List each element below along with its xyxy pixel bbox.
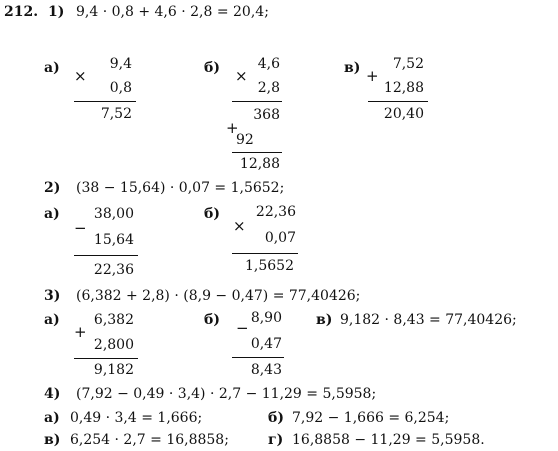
part1-equation: 9,4 · 0,8 + 4,6 · 2,8 = 20,4; [76,4,269,20]
part1-label: 1) [48,4,65,20]
part1a-label: а) [44,60,60,76]
part1c-rule [368,101,428,102]
part2a-top: 38,00 [93,206,134,222]
part1b-op: × [235,67,248,85]
part3a-op: + [74,323,87,341]
part1c-label: в) [344,60,361,76]
part1b-mid: 2,8 [257,80,280,96]
part1c-op: + [366,67,379,85]
part3b-result: 8,43 [250,362,282,378]
part2-equation: (38 − 15,64) · 0,07 = 1,5652; [76,180,285,196]
part1a-result: 7,52 [100,106,132,122]
part4d-text: 16,8858 − 11,29 = 5,5958. [292,432,485,448]
part2-label: 2) [44,180,61,196]
part2a-label: а) [44,206,60,222]
part3a-rule [74,358,138,359]
part1b-partial2: 92 [236,132,254,148]
part4c-text: 6,254 · 2,7 = 16,8858; [70,432,229,448]
part1b-rule2 [232,152,282,153]
part1c-result: 20,40 [383,106,424,122]
part2b-top: 22,36 [255,204,296,220]
part1b-partial1: 368 [253,107,280,123]
part3b-label: б) [204,312,220,328]
part3-equation: (6,382 + 2,8) · (8,9 − 0,47) = 77,40426; [76,288,361,304]
part4a-label: а) [44,410,60,426]
part1c-mid: 12,88 [383,80,424,96]
part1b-label: б) [204,60,220,76]
part1b-result: 12,88 [239,156,280,172]
part1a-op: × [74,67,87,85]
part2b-label: б) [204,206,220,222]
part3c-text: 9,182 · 8,43 = 77,40426; [340,312,517,328]
part2b-op: × [233,217,246,235]
part1b-rule1 [232,101,282,102]
part1c-top: 7,52 [392,56,424,72]
part4c-label: в) [44,432,61,448]
part3a-label: а) [44,312,60,328]
part1a-top: 9,4 [109,56,132,72]
part3c-label: в) [316,312,333,328]
part3b-mid: 0,47 [250,336,282,352]
part3-label: 3) [44,288,61,304]
part3b-top: 8,90 [250,310,282,326]
part1b-plus: + [226,119,239,137]
part2b-result: 1,5652 [245,258,294,274]
part2a-rule [74,255,138,256]
part2a-result: 22,36 [93,262,134,278]
part4d-label: г) [268,432,284,448]
part4a-text: 0,49 · 3,4 = 1,666; [70,410,203,426]
part1a-mid: 0,8 [109,80,132,96]
part2a-op: − [74,219,87,237]
part3a-result: 9,182 [93,362,134,378]
part4b-text: 7,92 − 1,666 = 6,254; [292,410,450,426]
part1b-top: 4,6 [257,56,280,72]
problem-number: 212. [4,4,39,20]
part2b-rule [232,253,298,254]
part3b-rule [232,357,284,358]
part3a-top: 6,382 [93,312,134,328]
part4-label: 4) [44,386,61,402]
part3b-op: − [236,319,249,337]
part1a-rule [74,101,136,102]
part4-equation: (7,92 − 0,49 · 3,4) · 2,7 − 11,29 = 5,5958; [76,386,377,402]
part2a-mid: 15,64 [93,232,134,248]
part3a-mid: 2,800 [93,337,134,353]
part2b-mid: 0,07 [264,230,296,246]
part4b-label: б) [268,410,284,426]
